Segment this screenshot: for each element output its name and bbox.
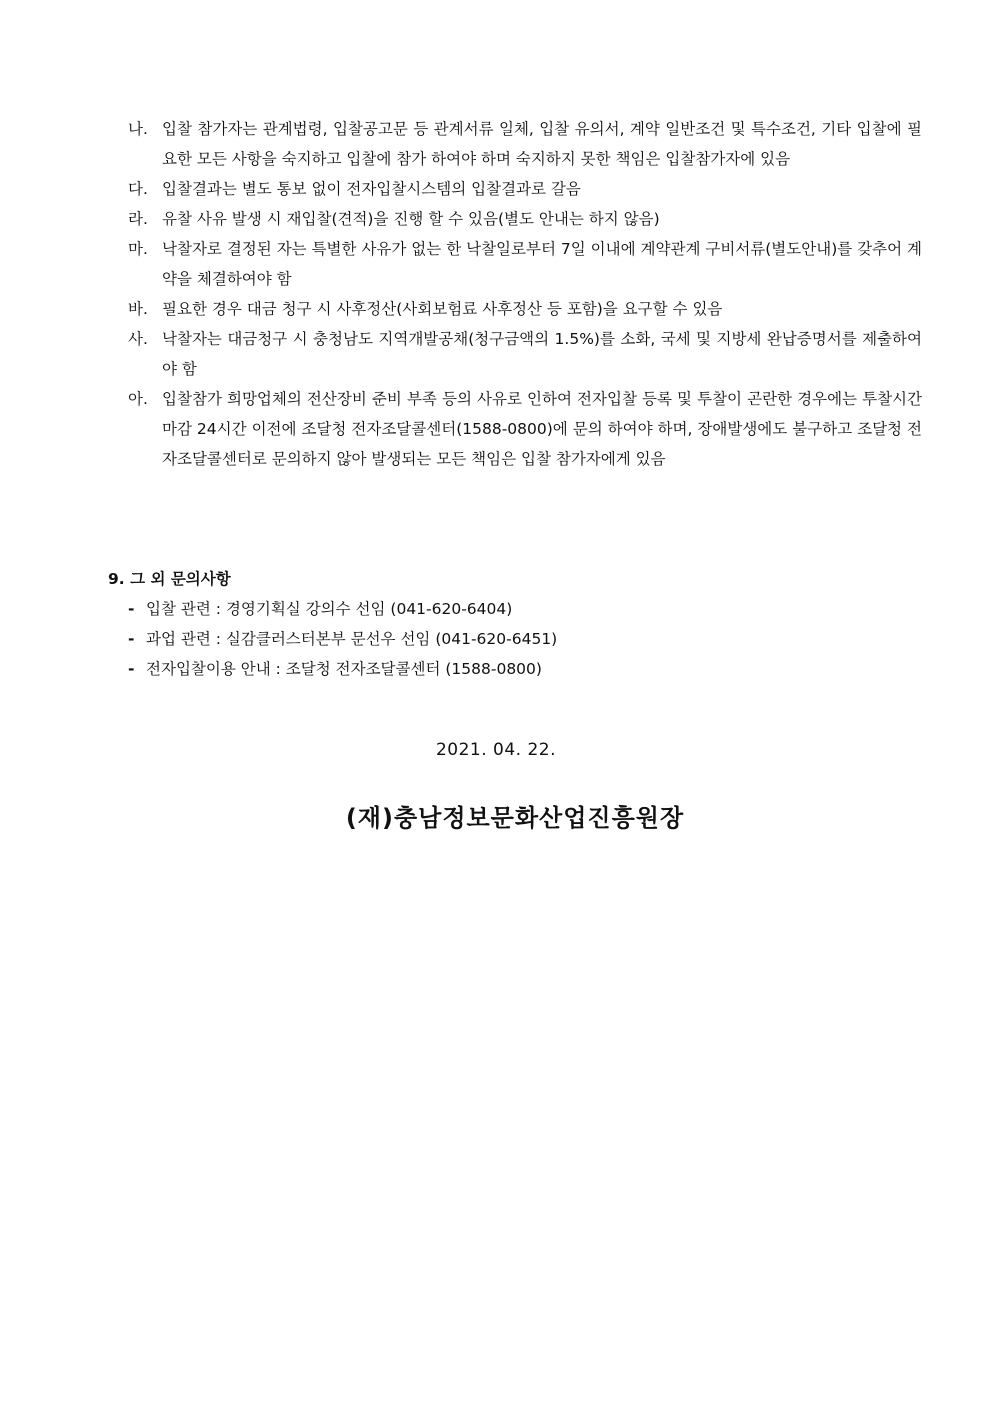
item-marker: 사. xyxy=(128,330,148,348)
item-text: 입찰 참가자는 관계법령, 입찰공고문 등 관계서류 일체, 입찰 유의서, 계약 일반조건 및 특수조건, 기타 입찰에 필요한 모든 사항을 숙지하고 입찰에 참가 하여야 하며 숙지하지 못한 책임은 입찰참가자에 있음 xyxy=(162,120,922,168)
item-marker: 아. xyxy=(128,390,148,408)
notice-item-ba xyxy=(128,294,922,324)
dash-bullet: - xyxy=(128,600,135,618)
item-marker: 나. xyxy=(128,120,148,138)
item-marker: 다. xyxy=(128,180,148,198)
notice-item-ma xyxy=(128,234,922,294)
notice-item-da xyxy=(128,174,922,204)
notice-item-ra xyxy=(128,204,922,234)
item-text: 필요한 경우 대금 청구 시 사후정산(사회보험료 사후정산 등 포함)을 요구할 수 있음 xyxy=(162,300,723,318)
dash-bullet: - xyxy=(128,660,135,678)
inquiry-section xyxy=(108,564,928,684)
contact-line-bidding xyxy=(108,594,928,624)
contact-text: 과업 관련 : 실감클러스터본부 문선우 선임 (041-620-6451) xyxy=(146,630,558,648)
item-text: 입찰참가 희망업체의 전산장비 준비 부족 등의 사유로 인하여 전자입찰 등록 및 투찰이 곤란한 경우에는 투찰시간 마감 24시간 이전에 조달청 전자조달콜센터(1588-0800)에 문의 하여야 하며, 장애발생에도 불구하고 조달청 전자조달콜센터로 문의하지 않아 발생되는 모든 책임은 입찰 참가자에게 있음 xyxy=(162,390,922,468)
document-date: 2021. 04. 22. xyxy=(435,740,557,760)
item-text: 낙찰자는 대금청구 시 충청남도 지역개발공채(청구금액의 1.5%)를 소화, 국세 및 지방세 완납증명서를 제출하여야 함 xyxy=(162,330,922,378)
contact-line-e-bidding xyxy=(108,654,928,684)
notice-item-a xyxy=(128,384,922,474)
item-text: 낙찰자로 결정된 자는 특별한 사유가 없는 한 낙찰일로부터 7일 이내에 계약관계 구비서류(별도안내)를 갖추어 계약을 체결하여야 함 xyxy=(162,240,922,288)
notice-item-list xyxy=(128,114,922,474)
item-text: 입찰결과는 별도 통보 없이 전자입찰시스템의 입찰결과로 갈음 xyxy=(162,180,581,198)
item-text: 유찰 사유 발생 시 재입찰(견적)을 진행 할 수 있음(별도 안내는 하지 않음) xyxy=(162,210,660,228)
contact-text: 입찰 관련 : 경영기획실 강의수 선임 (041-620-6404) xyxy=(146,600,513,618)
issuing-organization: (재)충남정보문화산업진흥원장 xyxy=(345,804,685,832)
section-title: 9. 그 외 문의사항 xyxy=(108,570,231,588)
item-marker: 바. xyxy=(128,300,148,318)
item-marker: 마. xyxy=(128,240,148,258)
contact-line-task xyxy=(108,624,928,654)
item-marker: 라. xyxy=(128,210,148,228)
notice-item-sa xyxy=(128,324,922,384)
contact-text: 전자입찰이용 안내 : 조달청 전자조달콜센터 (1588-0800) xyxy=(146,660,542,678)
notice-item-na xyxy=(128,114,922,174)
dash-bullet: - xyxy=(128,630,135,648)
